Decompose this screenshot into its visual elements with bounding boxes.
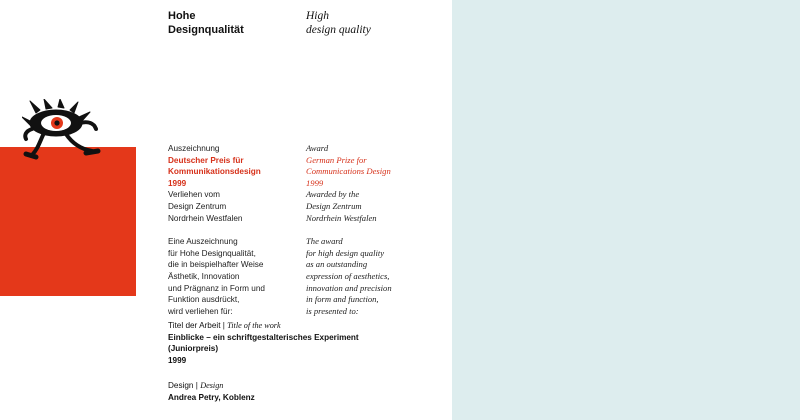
statement-line-en: innovation and precision [306,282,392,293]
statement-line-de: Ästhetik, Innovation [168,271,240,281]
statement-line-de: wird verliehen für: [168,306,233,316]
statement-line-en: is presented to: [306,305,359,316]
statement-line-en: for high design quality [306,247,385,258]
label-separator: | [220,321,228,330]
work-label-de: Titel der Arbeit [168,321,221,330]
award-label-en: Award [306,143,329,153]
prize-line-de: Kommunikationsdesign [168,167,261,177]
statement-line-de: die in beispielhafter Weise [168,260,264,270]
award-column-de [168,143,298,317]
awarded-by-line-de: Design Zentrum [168,201,227,211]
work-title: Einblicke – ein schriftgestalterisches Experiment [168,332,359,342]
design-label [168,380,255,392]
work-label [168,320,359,332]
designer-name: Andrea Petry, Koblenz [168,392,255,402]
statement-line-de: für Hohe Designqualität, [168,248,256,258]
statement-line-en: in form and function, [306,294,379,305]
work-year: 1999 [168,355,187,365]
prize-year-de: 1999 [168,178,187,188]
prize-line-de: Deutscher Preis für [168,155,244,165]
prize-year-en: 1999 [306,177,324,188]
design-section [168,380,255,403]
awarded-by-line-de: Verliehen vom [168,190,220,200]
design-label-de: Design [168,381,194,390]
label-separator: | [193,381,201,390]
awarded-by-line-de: Nordrhein Westfalen [168,213,243,223]
work-section [168,320,359,366]
work-label-en: Title of the work [227,321,281,330]
aqua-panel [452,0,800,420]
design-label-en: Design [200,381,224,390]
prize-line-en: German Prize for [306,154,367,165]
statement-line-de: und Prägnanz in Form und [168,283,265,293]
award-label-de: Auszeichnung [168,144,220,153]
eye-figure-icon [22,99,102,161]
award-column-en [306,143,446,317]
header-en-line: design quality [306,24,371,36]
awarded-by-line-en: Design Zentrum [306,200,362,211]
statement-line-de: Eine Auszeichnung [168,237,238,247]
prize-line-en: Communications Design [306,166,391,177]
statement-line-en: as an outstanding [306,259,368,270]
awarded-by-line-en: Awarded by the [306,189,360,200]
header-de-line: Hohe [168,10,196,22]
statement-line-en: The award [306,236,343,247]
header-en-line: High [306,10,329,22]
red-block [0,147,136,296]
header-en [306,9,371,37]
awarded-by-line-en: Nordrhein Westfalen [306,212,377,223]
header-de-line: Designqualität [168,24,244,36]
header-de [168,9,244,37]
statement-line-de: Funktion ausdrückt, [168,295,240,305]
work-subtitle: (Juniorpreis) [168,344,219,354]
statement-line-en: expression of aesthetics, [306,270,390,281]
